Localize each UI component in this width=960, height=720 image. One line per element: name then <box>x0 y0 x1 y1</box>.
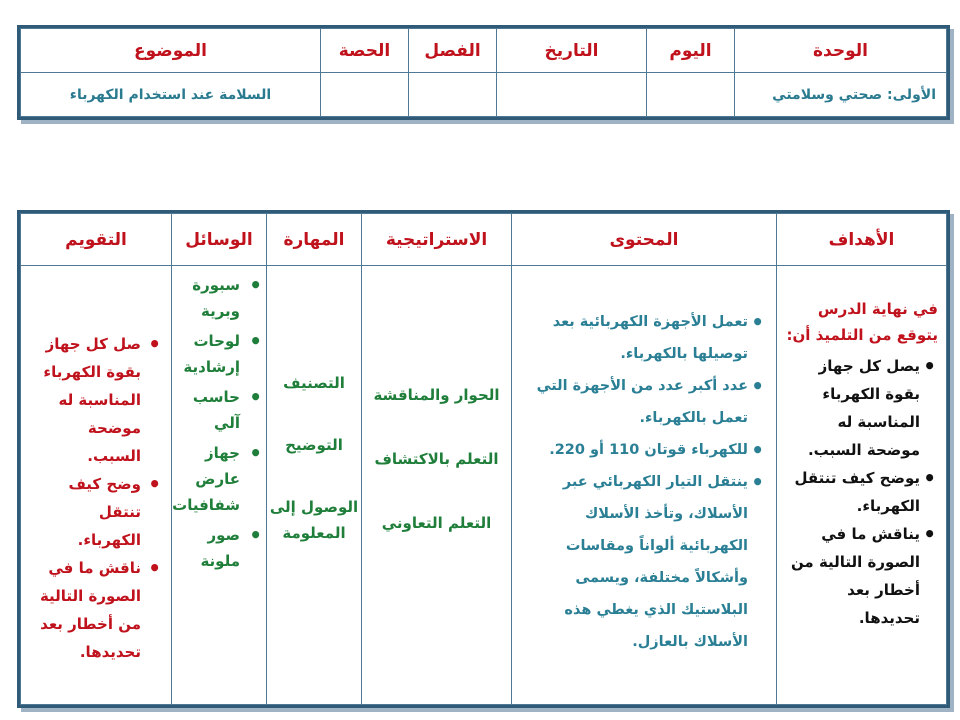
header-date: التاريخ <box>497 29 647 73</box>
skill-item: الوصول إلى المعلومة <box>269 498 359 542</box>
strategy-item: التعلم التعاوني <box>381 514 492 532</box>
content-item: • للكهرباء قوتان 110 أو 220. <box>522 434 748 466</box>
evaluation-item: • صل كل جهاز بقوة الكهرباء المناسبة له موضحة السبب. <box>31 330 141 470</box>
tool-item: • حاسب آلي <box>176 384 240 436</box>
date-value <box>497 73 647 117</box>
tool-item: • جهاز عارض شفافيات <box>176 440 240 518</box>
evaluation-item: • ناقش ما في الصورة التالية من أخطار بعد تحديدها. <box>31 554 141 666</box>
strategy-cell <box>362 266 512 705</box>
header-period: الحصة <box>321 29 409 73</box>
tools-cell <box>172 266 267 705</box>
goal-item: • يناقش ما في الصورة التالية من أخطار بعد تحديدها. <box>787 520 920 632</box>
day-value <box>647 73 735 117</box>
header-skill: المهارة <box>267 214 362 266</box>
strategy-item: الحوار والمناقشة <box>373 386 500 404</box>
content-item: • ينتقل التيار الكهربائي عبر الأسلاك، وتأخذ الأسلاك الكهربائية ألواناً ومقاسات وأشكالاً مختلفة، ويسمى البلاستيك الذي يغطي هذه الأسلاك بالعازل. <box>522 466 748 658</box>
topic-value: السلامة عند استخدام الكهرباء <box>21 73 321 117</box>
strategy-item: التعلم بالاكتشاف <box>374 450 499 468</box>
evaluation-cell <box>21 266 172 705</box>
content-item: • تعمل الأجهزة الكهربائية بعد توصيلها بالكهرباء. <box>522 306 748 370</box>
header-tools: الوسائل <box>172 214 267 266</box>
content-item: • عدد أكبر عدد من الأجهزة التي تعمل بالكهرباء. <box>522 370 748 434</box>
lesson-info-table <box>17 25 950 120</box>
header-evaluation: التقويم <box>21 214 172 266</box>
skill-item: التصنيف <box>283 374 345 392</box>
evaluation-item: • وضح كيف تنتقل الكهرباء. <box>31 470 141 554</box>
header-goals: الأهداف <box>777 214 947 266</box>
skill-cell <box>267 266 362 705</box>
header-unit: الوحدة <box>735 29 947 73</box>
goals-cell <box>777 266 947 705</box>
unit-value: الأولى: صحتي وسلامتي <box>735 73 947 117</box>
header-strategy: الاستراتيجية <box>362 214 512 266</box>
content-cell <box>512 266 777 705</box>
goal-item: • يصل كل جهاز بقوة الكهرباء المناسبة له موضحة السبب. <box>787 352 920 464</box>
header-content: المحتوى <box>512 214 777 266</box>
period-value <box>321 73 409 117</box>
goals-intro: في نهاية الدرس يتوقع من التلميذ أن: <box>786 300 938 344</box>
tool-item: • سبورة وبرية <box>176 272 240 324</box>
header-day: اليوم <box>647 29 735 73</box>
skill-item: التوضيح <box>285 436 343 454</box>
lesson-plan-table <box>17 210 950 708</box>
tool-item: • صور ملونة <box>176 522 240 574</box>
goal-item: • يوضح كيف تنتقل الكهرباء. <box>787 464 920 520</box>
header-class: الفصل <box>409 29 497 73</box>
class-value <box>409 73 497 117</box>
tool-item: • لوحات إرشادية <box>176 328 240 380</box>
header-topic: الموضوع <box>21 29 321 73</box>
